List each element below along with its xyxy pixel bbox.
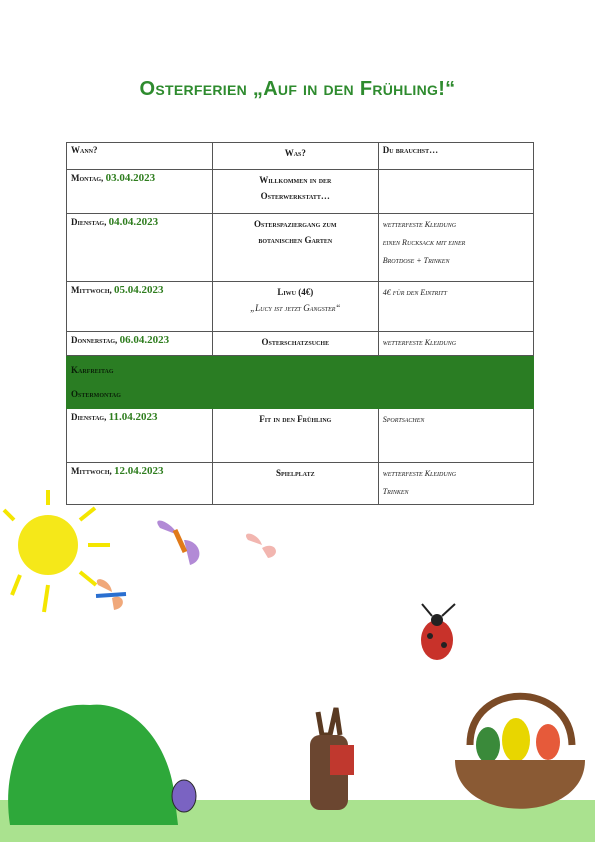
row-day: Dienstag,	[71, 217, 107, 227]
holiday-label: Ostermontag	[71, 389, 121, 399]
row-need: Brotdose + Trinken	[382, 256, 450, 265]
row-need: Sportsachen	[382, 415, 425, 424]
row-activity: Fit in den Frühling	[259, 414, 332, 424]
row-date: 12.04.2023	[114, 465, 164, 477]
row-need: 4€ für den Eintritt	[382, 288, 447, 297]
header-when: Wann?	[67, 143, 213, 170]
butterfly-purple-drawing	[157, 521, 199, 565]
butterfly-orange-drawing	[96, 579, 126, 610]
row-need: wetterfeste Kleidung	[382, 469, 457, 478]
row-date: 06.04.2023	[119, 334, 170, 346]
row-need: wetterfeste Kleidung	[382, 338, 457, 347]
row-date: 03.04.2023	[105, 172, 156, 184]
row-need: Trinken	[382, 487, 409, 496]
row-activity: „Lucy ist jetzt Gangster“	[250, 303, 341, 313]
row-activity: Liwu (4€)	[277, 287, 314, 297]
sun-drawing	[4, 490, 110, 612]
row-activity: Osterschatzsuche	[261, 337, 330, 347]
header-need: Du brauchst…	[378, 143, 533, 170]
butterfly-pink-drawing	[246, 534, 276, 558]
row-date: 11.04.2023	[108, 411, 158, 423]
easter-basket-drawing	[455, 696, 585, 809]
row-day: Dienstag,	[71, 412, 107, 422]
header-what: Was?	[212, 143, 378, 170]
row-date: 04.04.2023	[108, 216, 159, 228]
row-need: einen Rucksack mit einer	[382, 238, 466, 247]
row-activity: Willkommen in der	[259, 175, 332, 185]
ladybug-drawing	[421, 604, 455, 660]
page-title: Osterferien „Auf in den Frühling!“	[139, 78, 456, 100]
holiday-label: Karfreitag	[71, 365, 114, 375]
row-activity: botanischen Garten	[258, 235, 333, 245]
row-day: Donnerstag,	[71, 335, 118, 345]
row-day: Montag,	[71, 173, 104, 183]
bunny-drawing	[310, 708, 354, 810]
row-need: wetterfeste Kleidung	[382, 220, 457, 229]
row-activity: Spielplatz	[276, 468, 315, 478]
row-activity: Osterwerkstatt…	[260, 191, 330, 201]
row-day: Mittwoch,	[71, 466, 112, 476]
row-activity: Osterspaziergang zum	[254, 219, 337, 229]
row-date: 05.04.2023	[114, 284, 164, 296]
row-day: Mittwoch,	[71, 285, 112, 295]
easter-egg-drawing	[172, 780, 196, 812]
bush-drawing	[8, 705, 178, 825]
